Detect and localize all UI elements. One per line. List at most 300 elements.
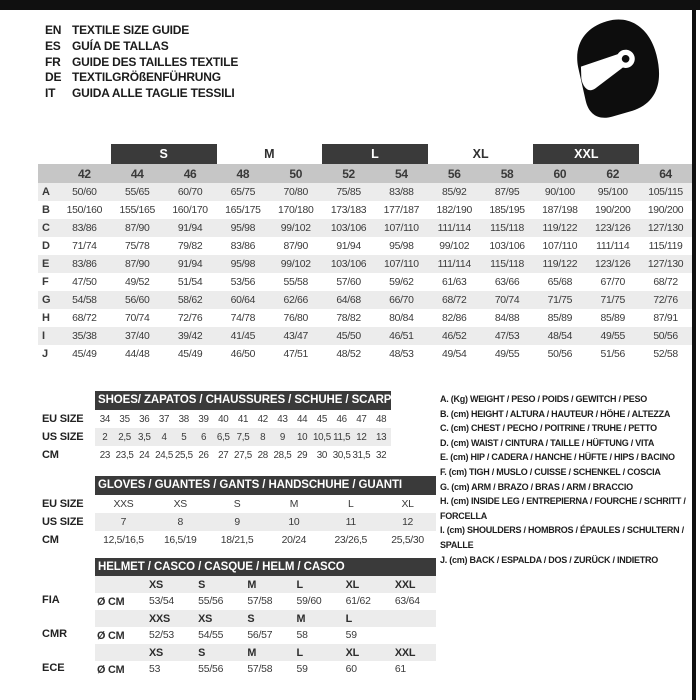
gloves-size-section [42,476,436,549]
helmet-value-row [95,661,436,678]
measurement-value: 46/52 [441,330,467,342]
textile-size-table [38,142,692,363]
shoes-value: 6,5 [216,431,230,443]
measurement-value: 50/56 [547,348,573,360]
helmet-title-bar: HELMET / CASCO / CASQUE / HELM / CASCO [95,558,436,576]
measurement-row [38,309,692,327]
size-value: 52 [342,166,355,181]
measurement-value: 87/90 [283,240,308,252]
gloves-value: 7 [120,516,127,528]
shoes-value: 10 [297,431,308,443]
size-group-header-row [38,142,692,164]
measurement-value: 68/72 [653,276,678,288]
measurement-row [38,291,692,309]
diameter-cm-label: Ø CM [97,629,125,642]
shoes-value: 36 [139,413,150,425]
helmet-org-label: FIA [42,594,60,606]
shoes-value: 28,5 [273,449,292,461]
shoes-value: 43 [277,413,288,425]
shoes-value: 27,5 [234,449,252,461]
measurement-value: 45/50 [336,330,361,342]
language-title: GUIDE DES TAILLES TEXTILE [72,54,239,69]
size-value: 54 [395,166,408,181]
helmet-size: XS [149,646,164,659]
size-value: 50 [289,166,303,181]
measurement-value: 160/170 [172,204,208,216]
measurement-value: 60/70 [177,186,203,198]
shoes-value: 28 [257,449,268,461]
row-letter: E [42,258,50,270]
measurement-value: 177/187 [383,204,420,216]
measurement-value: 87/90 [124,222,150,234]
helmet-value: 61/62 [345,596,371,607]
measurement-value: 50/60 [72,186,97,198]
measurement-row [38,237,692,255]
helmet-logo-icon [570,16,666,118]
measurement-value: 127/130 [647,258,684,270]
language-code: DE [45,70,62,85]
shoes-value: 3,5 [137,431,151,443]
row-letter: G [42,294,51,306]
measurement-value: 95/98 [230,222,256,234]
row-letter: B [42,204,50,216]
measurement-value: 87/91 [653,312,678,324]
row-letter: D [42,240,50,252]
measurement-value: 182/190 [436,204,472,216]
measurement-value: 150/160 [66,204,103,216]
helmet-size: M [296,612,306,625]
helmet-label-spacer [42,609,95,626]
legend-entry: J. (cm) BACK / ESPALDA / DOS / ZURÜCK / INDIETRO [440,554,659,565]
legend-entry: A. (Kg) WEIGHT / PESO / POIDS / GEWITCH / PESO [440,394,648,404]
size-group-l: L [322,144,428,164]
measurement-value: 80/84 [389,312,414,324]
diameter-cm-label: Ø CM [97,595,125,608]
measurement-value: 65/75 [230,186,256,198]
shoes-value: 12 [356,431,367,443]
legend-entry: E. (cm) HIP / CADERA / HANCHE / HÜFTE / HIPS / BACINO [440,452,675,463]
measurement-value: 83/88 [389,186,414,198]
measurement-value: 95/98 [389,240,414,252]
shoes-row-label: CM [42,449,59,461]
measurement-value: 35/38 [72,330,97,342]
measurement-value: 46/50 [230,348,256,360]
language-title: GUIDA ALLE TAGLIE TESSILI [72,86,235,101]
shoes-value: 42 [257,413,268,425]
helmet-org-labels [42,558,95,678]
helmet-value-row [95,627,436,644]
size-value: 56 [447,166,461,181]
shoes-value: 24,5 [155,449,173,461]
language-title: GUÍA DE TALLAS [72,38,169,53]
measurement-value: 115/119 [648,240,683,252]
language-title-list [45,23,238,102]
row-letter: A [42,186,50,198]
measurement-value: 55/58 [283,276,308,288]
row-letter: J [42,348,48,360]
measurement-value: 50/56 [653,330,678,342]
helmet-size: S [198,578,206,591]
shoes-value: 26 [198,449,209,461]
size-group-xl: XL [472,147,489,161]
shoes-value: 48 [375,413,387,425]
shoes-value: 41 [237,413,249,425]
helmet-value: 57/58 [247,664,273,675]
size-value: 42 [78,166,91,181]
measurement-rows [38,183,692,363]
size-value: 64 [659,166,672,181]
measurement-value: 115/118 [490,258,525,270]
size-group-m: M [264,147,275,161]
gloves-value: 12 [402,516,414,528]
helmet-value: 52/53 [149,630,175,641]
shoes-value: 13 [375,431,387,443]
gloves-rows [95,495,436,549]
measurement-value: 54/58 [72,294,97,306]
helmet-size: XL [345,578,360,591]
measurement-value: 99/102 [280,258,311,270]
measurement-value: 51/54 [177,276,203,288]
full-face-helmet-icon [570,16,666,118]
gloves-row [95,531,436,549]
measurement-row [38,327,692,345]
measurement-value: 91/94 [336,240,361,252]
measurement-value: 127/130 [647,222,684,234]
measurement-value: 173/183 [330,204,367,216]
measurement-value: 78/82 [336,312,361,324]
helmet-size: L [296,578,303,591]
measurement-value: 43/47 [283,330,308,342]
shoes-table [95,391,399,464]
measurement-value: 107/110 [542,240,578,252]
measurement-value: 48/54 [547,330,573,342]
helmet-value: 54/55 [198,630,224,641]
measurement-value: 83/86 [72,222,97,234]
helmet-size: S [198,646,206,659]
shoes-title-bar: SHOES/ ZAPATOS / CHAUSSURES / SCHUHE / SCARPE [95,391,391,410]
shoes-value: 6 [200,431,207,443]
helmet-value: 55/56 [198,596,224,607]
measurement-value: 70/80 [283,186,308,198]
diameter-cm-label: Ø CM [97,663,125,676]
measurement-value: 87/90 [124,258,150,270]
size-group-xxl: XXL [533,144,639,164]
shoes-row [95,446,391,464]
helmet-value: 59 [345,630,357,641]
helmet-value: 58 [296,630,308,641]
measurement-value: 123/126 [595,258,631,270]
shoes-value: 11,5 [333,431,351,443]
helmet-size: XS [149,578,164,591]
size-value: 60 [553,166,567,181]
measurement-value: 48/53 [389,348,414,360]
shoes-size-section [42,391,399,464]
measurement-value: 170/180 [278,204,314,216]
gloves-value: XL [401,498,414,510]
measurement-row [38,201,692,219]
measurement-value: 44/48 [124,348,150,360]
helmet-value: 53/54 [149,596,175,607]
measurement-value: 74/78 [230,312,256,324]
measurement-value: 64/68 [336,294,361,306]
shoes-rows [95,410,391,464]
shoes-value: 24 [139,449,150,461]
measurement-value: 83/86 [230,240,256,252]
shoes-value: 29 [297,449,308,461]
row-letter: I [42,330,45,342]
shoes-value: 40 [218,413,229,425]
language-code: ES [45,38,61,53]
gloves-value: 10 [288,516,300,528]
measurement-value: 82/86 [441,312,467,324]
size-value: 58 [500,166,514,181]
numeric-size-row [38,164,692,183]
shoes-value: 30,5 [332,449,351,461]
gloves-row-label: US SIZE [42,516,84,528]
gloves-title-bar: GLOVES / GUANTES / GANTS / HANDSCHUHE / GUANTI [95,476,436,495]
right-border-line [692,0,696,700]
helmet-size-row [95,610,436,627]
language-code: IT [45,86,56,101]
gloves-label-spacer [42,476,95,495]
measurement-value: 103/106 [330,222,367,234]
shoes-label-spacer [42,391,95,410]
measurement-value: 99/102 [439,240,470,252]
helmet-size: XXS [149,612,171,625]
helmet-size: S [247,612,255,625]
shoes-value: 25,5 [174,449,193,461]
shoes-row [95,410,391,428]
shoes-row-label: US SIZE [42,431,84,443]
measurement-value: 70/74 [124,312,150,324]
row-letter: H [42,312,50,324]
measurement-value: 47/50 [72,276,97,288]
measurement-value: 51/56 [600,348,625,360]
shoes-value: 35 [119,413,130,425]
language-title: TEXTILGRÖßENFÜHRUNG [72,70,221,85]
measurement-value: 67/70 [600,276,625,288]
measurement-value: 84/88 [494,312,520,324]
measurement-value: 103/106 [489,240,525,252]
shoes-row [95,428,391,446]
shoes-value: 9 [279,431,286,443]
language-row [45,86,238,102]
gloves-row-labels [42,476,95,549]
measurement-value: 95/98 [230,258,256,270]
measurement-value: 68/72 [72,312,97,324]
measurement-value: 37/40 [124,330,150,342]
shoes-value: 2 [102,431,108,443]
helmet-size-row [95,576,436,593]
gloves-value: XS [173,498,187,510]
gloves-value: 9 [234,516,240,528]
measurement-value: 119/122 [542,258,578,270]
shoes-value: 39 [198,413,209,425]
shoes-value: 34 [99,413,111,425]
shoes-value: 44 [297,413,308,425]
measurement-value: 187/198 [542,204,578,216]
gloves-row [95,495,436,513]
shoes-value: 37 [158,413,170,425]
language-row [45,39,238,55]
measurement-value: 190/200 [595,204,631,216]
gloves-value: L [348,498,354,510]
measurement-value: 107/110 [384,258,419,270]
size-value: 46 [183,166,197,181]
helmet-size: XS [198,612,213,625]
legend-entry: B. (cm) HEIGHT / ALTURA / HAUTEUR / HÖHE / ALTEZZA [440,408,671,419]
helmet-label-spacer [42,575,95,592]
measurement-value: 58/62 [177,294,203,306]
helmet-table [95,558,436,678]
shoes-value: 8 [260,431,266,443]
helmet-value: 57/58 [247,596,273,607]
measurement-value: 111/114 [437,258,471,270]
shoes-value: 23,5 [115,449,134,461]
measurement-value: 47/53 [494,330,520,342]
helmet-value: 63/64 [394,596,420,607]
language-code: EN [45,23,62,37]
measurement-row [38,345,692,363]
gloves-row-label: EU SIZE [42,498,84,510]
measurement-value: 60/64 [230,294,256,306]
gloves-row-label: CM [42,534,59,546]
language-title: TEXTILE SIZE GUIDE [72,23,190,37]
measurement-row [38,273,692,291]
gloves-value: 12,5/16,5 [103,534,144,546]
measurement-value: 39/42 [177,330,203,342]
measurement-value: 79/82 [177,240,203,252]
top-border-bar [0,0,700,10]
measurement-value: 115/118 [490,222,525,234]
shoes-row-labels [42,391,95,464]
helmet-value: 55/56 [198,664,224,675]
row-letter: C [42,222,50,234]
shoes-value: 38 [178,413,189,425]
measurement-value: 155/165 [119,204,155,216]
legend-entry: C. (cm) CHEST / PECHO / POITRINE / TRUHE / PETTO [440,423,657,434]
legend-entry: F. (cm) TIGH / MUSLO / CUISSE / SCHENKEL / COSCIA [440,466,661,477]
shoes-value: 10,5 [312,431,331,443]
measurement-value: 49/52 [124,276,150,288]
measurement-value: 59/62 [389,276,414,288]
legend-entry: H. (cm) INSIDE LEG / ENTREPIERNA / FOURCHE / SCHRITT / FORCELLA [440,496,686,521]
shoes-value: 2,5 [118,431,131,443]
gloves-value: 25,5/30 [391,534,424,546]
shoes-value: 32 [375,449,387,461]
legend-entry: I. (cm) SHOULDERS / HOMBROS / ÉPAULES / SCHULTERN / SPALLE [440,525,684,550]
measurement-value: 49/55 [600,330,625,342]
measurement-value: 62/66 [283,294,308,306]
measurement-value: 71/74 [72,240,97,252]
measurement-value: 56/60 [124,294,150,306]
gloves-value: 23/26,5 [334,534,368,546]
measurement-value: 190/200 [647,204,684,216]
helmet-size-section [42,558,436,678]
measurement-value: 90/100 [544,186,575,198]
size-group-s: S [111,144,217,164]
measurement-value: 46/51 [389,330,414,342]
measurement-value: 111/114 [437,222,471,234]
gloves-value: XXS [113,498,134,510]
measurement-value: 85/89 [547,312,573,324]
measurement-value: 53/56 [230,276,256,288]
helmet-value: 56/57 [247,630,273,641]
measurement-value: 65/68 [547,276,573,288]
gloves-value: 18/21,5 [220,534,254,546]
measurement-value: 45/49 [177,348,203,360]
measurement-value: 57/60 [336,276,361,288]
language-row [45,70,238,86]
gloves-value: M [289,498,299,510]
measurement-value: 76/80 [283,312,308,324]
size-value: 48 [236,166,250,181]
measurement-value: 48/52 [336,348,361,360]
helmet-value: 53 [149,664,161,675]
measurement-value: 47/51 [283,348,308,360]
measurement-row [38,255,692,273]
measurement-value: 99/102 [280,222,311,234]
helmet-value: 59 [296,664,308,675]
measurement-value: 49/54 [441,348,467,360]
measurement-value: 111/114 [596,240,630,252]
helmet-value: 59/60 [296,596,322,607]
measurement-value: 91/94 [177,222,203,234]
gloves-table [95,476,436,549]
gloves-value: S [233,498,241,510]
measurement-value: 63/66 [494,276,520,288]
shoes-row-label: EU SIZE [42,413,84,425]
helmet-label-spacer [42,558,95,575]
measurement-value: 72/76 [177,312,203,324]
measurement-value: 72/76 [653,294,678,306]
shoes-value: 27 [218,449,229,461]
measurement-value: 68/72 [441,294,467,306]
helmet-size: L [296,646,303,659]
measurement-value: 49/55 [494,348,520,360]
helmet-value-row [95,593,436,610]
helmet-size: M [247,646,257,659]
measurement-value: 105/115 [648,186,683,198]
measurement-value: 75/85 [336,186,361,198]
shoes-value: 46 [336,413,347,425]
measurement-value: 61/63 [441,276,467,288]
shoes-value: 31,5 [352,449,371,461]
helmet-size: XXL [394,646,416,659]
measurement-value: 185/195 [489,204,525,216]
measurement-value: 119/122 [542,222,578,234]
gloves-value: 8 [177,516,183,528]
measurement-row [38,219,692,237]
gloves-value: 20/24 [281,534,307,546]
shoes-value: 5 [181,431,187,443]
measurement-value: 45/49 [72,348,97,360]
measurement-value: 95/100 [597,186,628,198]
legend-entry: G. (cm) ARM / BRAZO / BRAS / ARM / BRACCIO [440,481,633,492]
size-value: 44 [130,166,144,181]
measurement-value: 55/65 [124,186,150,198]
helmet-size: XXL [394,578,416,591]
measurement-value: 52/58 [653,348,678,360]
shoes-value: 45 [316,413,328,425]
helmet-value: 60 [345,664,357,675]
shoes-value: 47 [356,413,367,425]
language-row [45,23,238,39]
helmet-org-label: CMR [42,628,68,640]
measurement-value: 71/75 [547,294,573,306]
measurement-value: 107/110 [384,222,419,234]
measurement-value: 85/89 [600,312,625,324]
